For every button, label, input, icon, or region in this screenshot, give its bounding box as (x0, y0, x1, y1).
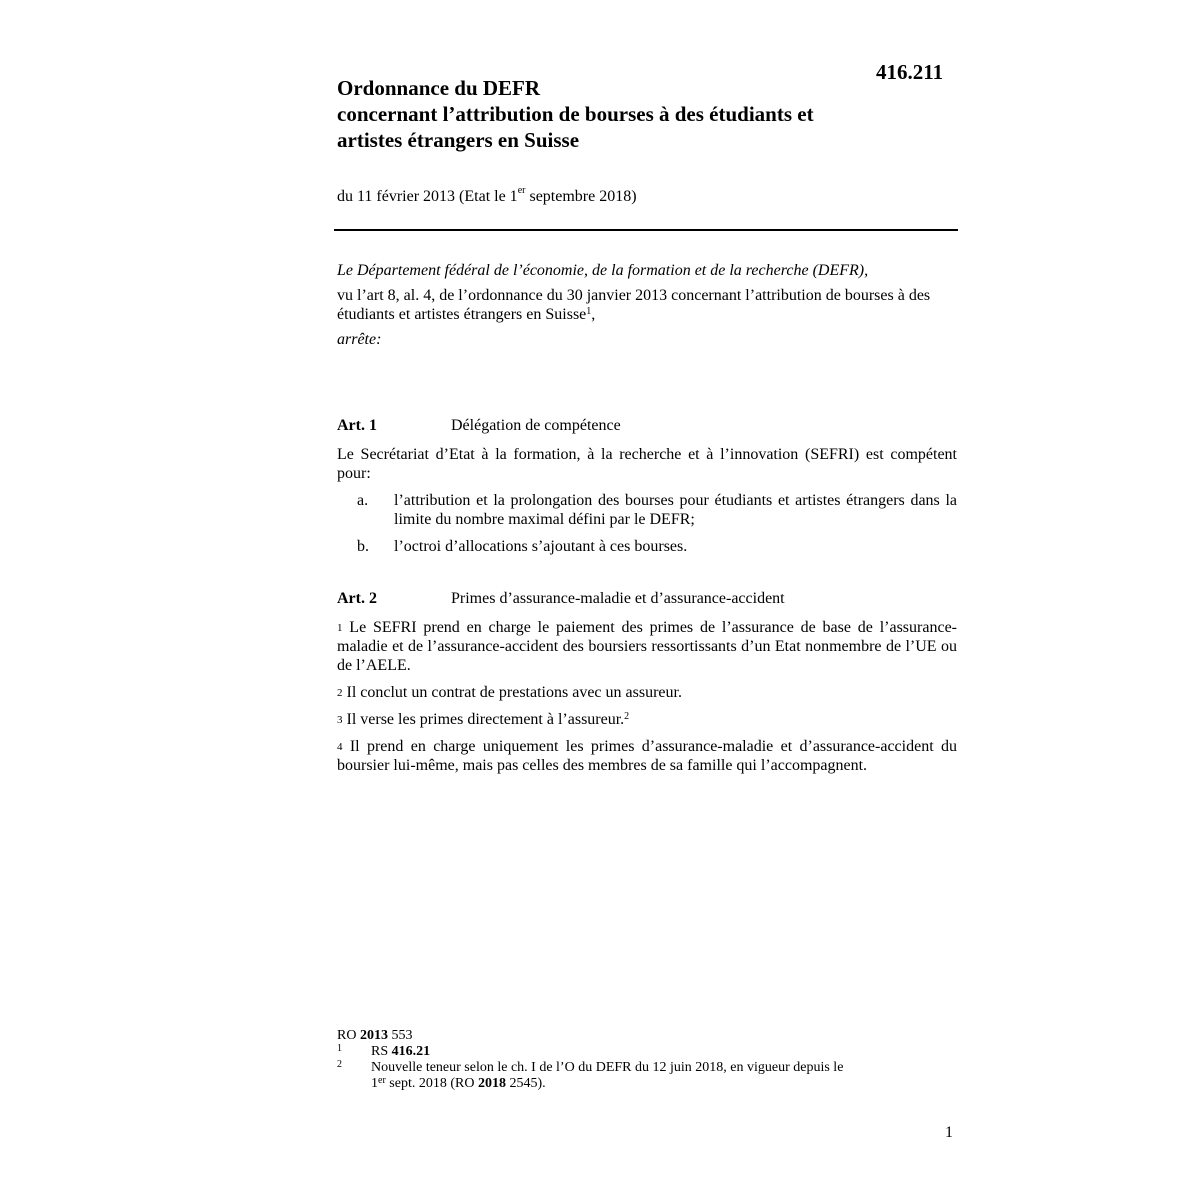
fn2-end: 2545). (505, 1076, 546, 1091)
paragraph-number: 2 (337, 687, 343, 699)
article-1-body (337, 445, 957, 556)
document-title (337, 75, 957, 153)
list-marker: b. (357, 538, 369, 555)
paragraph-text: Le SEFRI prend en charge le paiement des primes de l’assurance de base de l’assurance-maladie et de l’assurance-accident des boursiers ressortissants d’un Etat nonmembre de l’UE ou de l’AELE. (337, 619, 957, 674)
list-item (337, 491, 957, 529)
footnote-ref-1[interactable]: 1 (586, 306, 592, 317)
date-superscript: er (517, 185, 526, 196)
fn2-year: 2018 (477, 1076, 506, 1091)
footnote-2-line-2 (371, 1076, 957, 1092)
article-2-paragraph-2 (337, 683, 957, 702)
page-number: 1 (945, 1124, 953, 1141)
paragraph-number: 1 (337, 622, 343, 634)
article-2-body (337, 618, 957, 775)
fn2-day: 1 (371, 1076, 378, 1091)
title-line-1: Ordonnance du DEFR (337, 76, 541, 100)
article-2-paragraph-4 (337, 737, 957, 775)
date-suffix: septembre 2018) (525, 188, 637, 205)
paragraph-text: Il verse les primes directement à l’assureur. (342, 711, 625, 728)
fn2-sup: er (378, 1075, 386, 1086)
footnote-1 (337, 1044, 957, 1060)
preamble-legal-basis (337, 286, 957, 324)
title-line-3: artistes étrangers en Suisse (337, 128, 580, 152)
paragraph-number: 4 (337, 741, 343, 753)
article-1-heading (337, 417, 621, 435)
article-2-paragraph-1 (337, 618, 957, 675)
preamble (337, 261, 957, 349)
article-1-number: Art. 1 (337, 417, 377, 434)
footnotes (337, 1028, 957, 1092)
title-line-2: concernant l’attribution de bourses à des étudiants et (337, 102, 814, 126)
legal-basis-text: vu l’art 8, al. 4, de l’ordonnance du 30 janvier 2013 concernant l’attribution de bourses à des étudiants et artistes étrangers en Suisse (337, 287, 931, 323)
preamble-issuer: Le Département fédéral de l’économie, de la formation et de la recherche (DEFR), (337, 262, 869, 279)
footnote-1-ref: 416.21 (391, 1044, 431, 1059)
document-number: 416.211 (876, 60, 944, 84)
ro-page: 553 (387, 1028, 413, 1043)
header-divider (334, 229, 958, 231)
footnote-1-prefix: RS (371, 1044, 392, 1059)
article-2-number: Art. 2 (337, 590, 377, 607)
official-compilation-ref (337, 1028, 957, 1044)
list-item-text: l’octroi d’allocations s’ajoutant à ces bourses. (394, 538, 688, 555)
list-item-text: l’attribution et la prolongation des bourses pour étudiants et artistes étrangers dans la limite du nombre maximal défini par le DEFR; (394, 492, 957, 528)
article-1-intro: Le Secrétariat d’Etat à la formation, à la recherche et à l’innovation (SEFRI) est compétent pour: (337, 446, 957, 482)
footnote-2 (337, 1060, 957, 1092)
preamble-decree: arrête: (337, 331, 382, 348)
ro-year: 2013 (359, 1028, 388, 1043)
list-item (337, 537, 957, 556)
paragraph-number: 3 (337, 714, 343, 726)
fn2-mid: sept. 2018 (RO (385, 1076, 478, 1091)
document-date (337, 185, 637, 206)
legal-basis-end: , (591, 306, 596, 323)
paragraph-text: Il conclut un contrat de prestations avec un assureur. (342, 684, 682, 701)
article-2-title: Primes d’assurance-maladie et d’assurance-accident (451, 590, 785, 607)
footnote-mark: 1 (337, 1043, 342, 1054)
footnote-ref-2[interactable]: 2 (624, 711, 630, 722)
footnote-mark: 2 (337, 1059, 342, 1070)
article-2-heading (337, 590, 785, 608)
date-prefix: du 11 février 2013 (Etat le 1 (337, 188, 518, 205)
footnote-2-line-1: Nouvelle teneur selon le ch. I de l’O du DEFR du 12 juin 2018, en vigueur depuis le (371, 1060, 844, 1075)
paragraph-text: Il prend en charge uniquement les primes d’assurance-maladie et d’assurance-accident du boursier lui-même, mais pas celles des membres de sa famille qui l’accompagnent. (337, 738, 957, 774)
ro-prefix: RO (337, 1028, 360, 1043)
list-marker: a. (357, 492, 369, 509)
article-1-title: Délégation de compétence (451, 417, 621, 434)
article-2-paragraph-3 (337, 710, 957, 729)
